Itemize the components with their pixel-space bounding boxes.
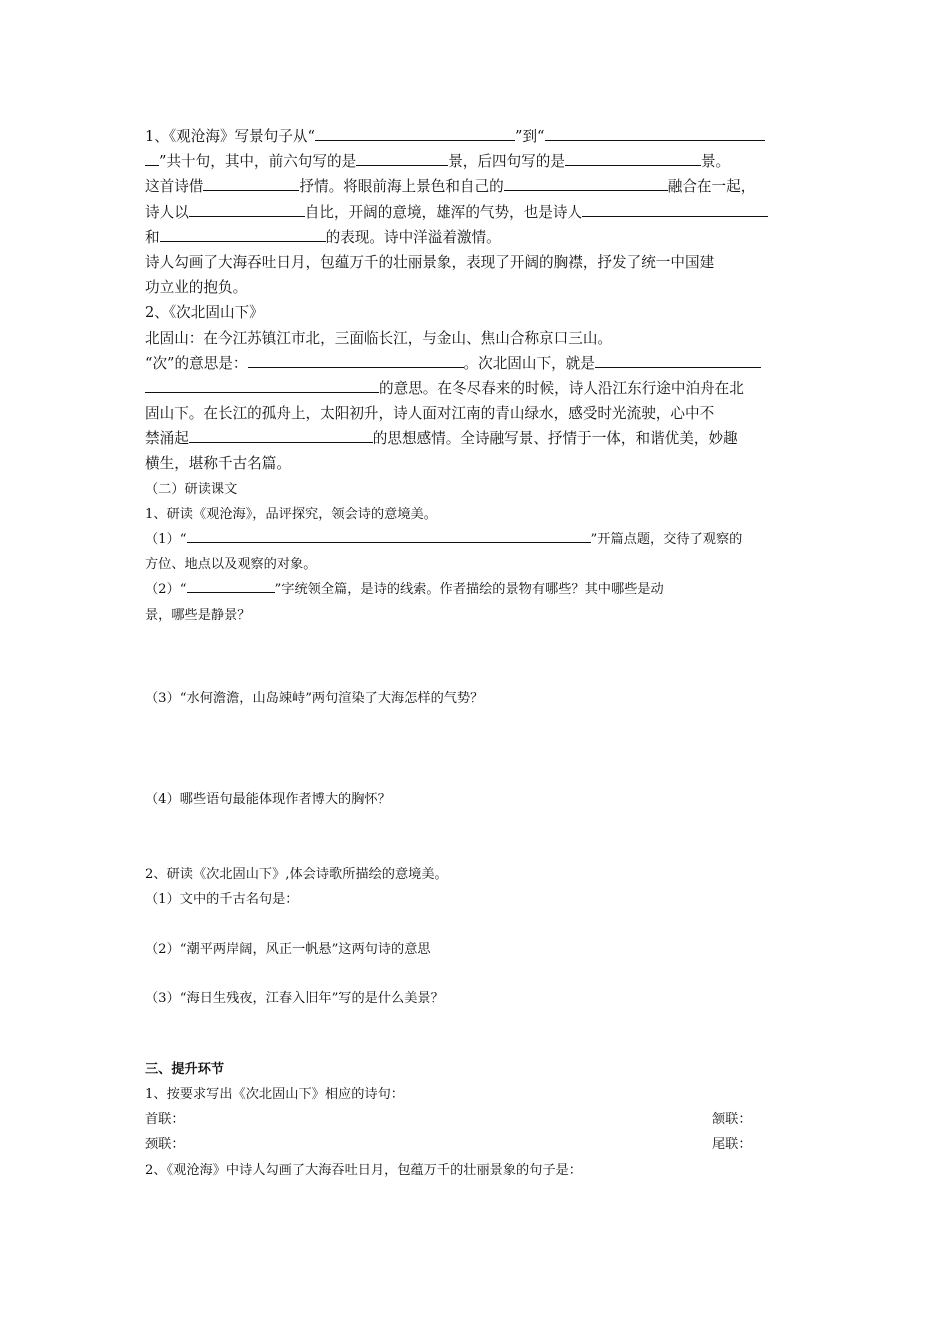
blank-key-word[interactable] — [187, 577, 275, 593]
sec2-s1: 1、研读《观沧海》，品评探究，领会诗的意境美。 — [145, 506, 437, 522]
q1-text-c: ”共十句，其中，前六句写的是 — [159, 153, 357, 171]
sec2-p3: （3）“水何澹澹，山岛竦峙”两句渲染了大海怎样的气势？ — [145, 690, 484, 706]
sec2-p1-line: （1）“ ”开篇点题，交待了观察的 — [145, 527, 813, 552]
blank-poet-1[interactable] — [582, 201, 768, 217]
sec2-p4: （4）哪些语句最能体现作者博大的胸怀？ — [145, 791, 391, 807]
q2-line-4 — [145, 426, 813, 451]
sec2-p2-cont: 景，哪些是静景？ — [145, 607, 251, 623]
blank-last-four[interactable] — [565, 150, 701, 166]
blank-poet-2[interactable] — [160, 226, 326, 242]
q1-line-2 — [145, 149, 813, 174]
q2-text-f: 的思想感情。全诗融写景、抒情于一体，和谐优美，妙趣 — [372, 430, 738, 448]
label-weilian: 尾联： — [712, 1137, 752, 1153]
blank-compare[interactable] — [189, 201, 305, 217]
q1-text-k: 和 — [145, 228, 160, 246]
q1-text-g: 抒情。将眼前海上景色和自己的 — [299, 178, 504, 196]
sec2-p1-cont: 方位、地点以及观察的对象。 — [145, 557, 317, 573]
q2-text-e: 禁涌起 — [145, 430, 189, 448]
sec3-title: 三、提升环节 — [145, 1061, 225, 1077]
q1-text-h: 融合在一起， — [667, 178, 756, 196]
q1-line-4 — [145, 200, 813, 225]
blank-first-six[interactable] — [356, 150, 448, 166]
sec2-r3: （3）“海日生残夜，江春入旧年”写的是什么美景？ — [145, 990, 444, 1006]
q1-text-m: 诗人勾画了大海吞吐日月，包蕴万千的壮丽景象，表现了开阔的胸襟，抒发了统一中国建 — [145, 253, 715, 271]
q1-text-i: 诗人以 — [145, 203, 189, 221]
blank-opening-line[interactable] — [187, 527, 591, 543]
q2-text-c: 的意思。在冬尽春来的时候，诗人沿江东行途中泊舟在北 — [379, 379, 744, 397]
sec2-title: （二）研读课文 — [145, 481, 238, 497]
q2-text-b: 。次北固山下，就是 — [463, 354, 595, 372]
q2-text-a: “次”的意思是： — [145, 354, 248, 372]
blank-scenery-end-cont[interactable] — [145, 150, 159, 166]
blank-ci-meaning[interactable] — [248, 352, 464, 368]
q1-text-l: 的表现。诗中洋溢着激情。 — [325, 228, 501, 246]
blank-merge[interactable] — [504, 175, 668, 191]
blank-title-meaning-2[interactable] — [145, 377, 379, 393]
q1-text-j: 自比，开阔的意境，雄浑的气势，也是诗人 — [304, 203, 583, 221]
worksheet-page — [145, 124, 813, 1183]
label-hanlian: 颔联： — [712, 1112, 752, 1128]
sec2-s2: 2、研读《次北固山下》,体会诗歌所描绘的意境美。 — [145, 867, 448, 883]
q2-line-1 — [145, 351, 813, 376]
blank-borrow[interactable] — [203, 175, 299, 191]
sec3-row-2 — [145, 1132, 813, 1157]
q1-line-6 — [145, 250, 813, 275]
q1-line-5 — [145, 225, 813, 250]
q1-text-e: 景。 — [700, 153, 731, 171]
q1-line-1 — [145, 124, 813, 149]
q2-line-3: 固山下。在长江的孤舟上，太阳初升，诗人面对江南的青山绿水，感受时光流驶，心中不 — [145, 405, 715, 423]
q1-line-3 — [145, 174, 813, 199]
q1-text-f: 这首诗借 — [145, 178, 204, 196]
sec3-t2: 2、《观沧海》中诗人勾画了大海吞吐日月，包蕴万千的壮丽景象的句子是： — [145, 1162, 582, 1178]
blank-scenery-start[interactable] — [315, 125, 515, 141]
q1-line-7 — [145, 275, 813, 300]
q1-text-n: 功立业的抱负。 — [145, 279, 248, 297]
blank-scenery-end[interactable] — [545, 125, 765, 141]
label-jinglian: 颈联： — [145, 1137, 185, 1153]
q1-text-a: 1、《观沧海》写景句子从“ — [145, 128, 315, 145]
sec2-r1: （1）文中的千古名句是： — [145, 892, 299, 908]
q2-line-2 — [145, 376, 813, 401]
blank-feelings[interactable] — [189, 427, 373, 443]
q2-title: 2、《次北固山下》 — [145, 304, 264, 322]
sec3-t1: 1、按要求写出《次北固山下》相应的诗句： — [145, 1087, 404, 1103]
blank-title-meaning-1[interactable] — [595, 352, 761, 368]
q2-line-5: 横生，堪称千古名篇。 — [145, 455, 291, 473]
sec2-p2-line: （2）“ ”字统领全篇，是诗的线索。作者描绘的景物有哪些？其中哪些是动 — [145, 577, 813, 602]
label-shoulian: 首联： — [145, 1112, 185, 1128]
q1-text-b: ”到“ — [514, 128, 545, 145]
sec2-r2: （2）“潮平两岸阔，风正一帆悬”这两句诗的意思 — [145, 941, 431, 957]
q2-intro: 北固山：在今江苏镇江市北，三面临长江，与金山、焦山合称京口三山。 — [145, 329, 613, 347]
q1-text-d: 景，后四句写的是 — [448, 153, 565, 171]
sec3-row-1 — [145, 1107, 813, 1132]
